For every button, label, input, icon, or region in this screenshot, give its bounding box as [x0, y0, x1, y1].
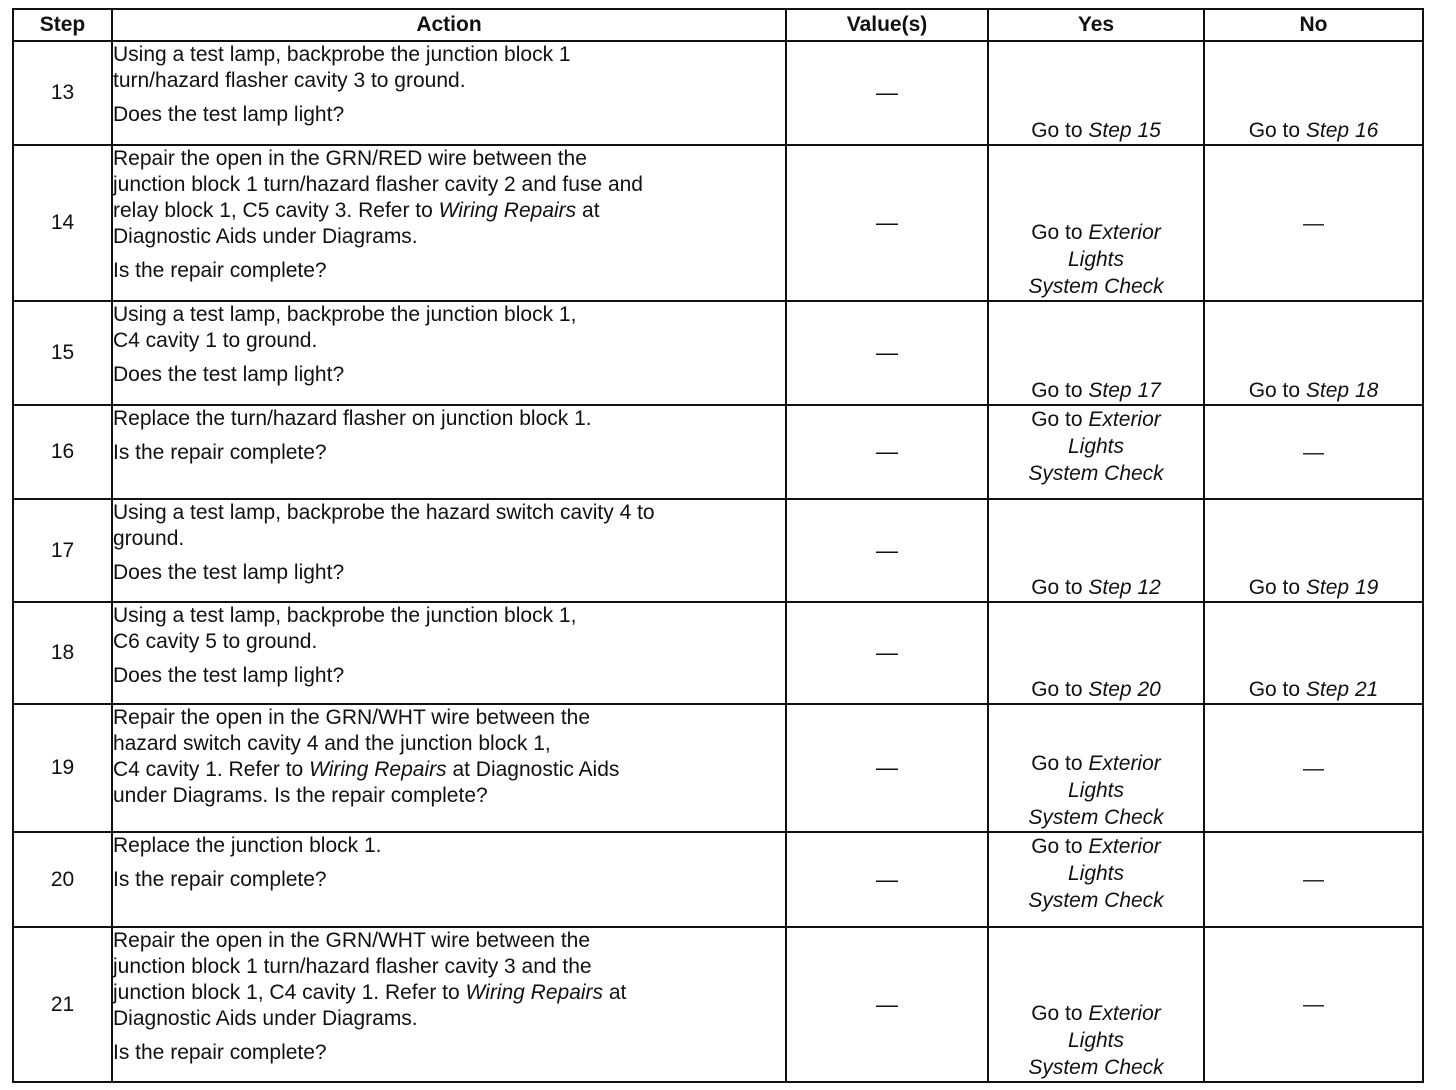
table-row	[13, 832, 1423, 927]
header-values: Value(s)	[786, 9, 988, 41]
action-text: hazard switch cavity 4 and the junction block 1,	[113, 732, 551, 755]
yes-cell	[988, 704, 1204, 832]
step-reference: Step 18	[1305, 379, 1379, 402]
action-text-part: junction block 1, C4 cavity 1. Refer to	[113, 981, 460, 1004]
value-cell: —	[786, 927, 988, 1082]
exterior-reference: Exterior	[1088, 752, 1161, 775]
step-number: 16	[13, 405, 112, 499]
action-text: Diagnostic Aids under Diagrams.	[113, 1007, 418, 1030]
step-reference: Step 21	[1305, 678, 1379, 701]
table-row	[13, 499, 1423, 602]
yes-cell	[988, 602, 1204, 704]
no-cell: —	[1204, 832, 1423, 927]
exterior-reference: Exterior	[1088, 408, 1161, 431]
go-to-label: Go to	[1031, 835, 1083, 858]
step-number: 20	[13, 832, 112, 927]
table-row	[13, 301, 1423, 405]
go-to-label: Go to	[1031, 576, 1083, 599]
table-row	[13, 41, 1423, 145]
exterior-reference: Exterior	[1088, 221, 1161, 244]
step-number: 19	[13, 704, 112, 832]
action-text: C4 cavity 1 to ground.	[113, 329, 318, 352]
action-text: junction block 1 turn/hazard flasher cavity 2 and fuse and	[113, 173, 643, 196]
action-cell	[112, 832, 786, 927]
system-check-reference: System Check	[1028, 889, 1164, 912]
yes-cell	[988, 301, 1204, 405]
action-text: ground.	[113, 527, 185, 550]
action-text	[113, 980, 785, 1006]
step-number: 18	[13, 602, 112, 704]
go-to-label: Go to	[1031, 379, 1083, 402]
action-cell	[112, 145, 786, 301]
action-text-part: relay block 1, C5 cavity 3. Refer to	[113, 199, 433, 222]
no-cell: —	[1204, 704, 1423, 832]
wiring-repairs-reference: Wiring Repairs	[309, 758, 447, 781]
table-row	[13, 927, 1423, 1082]
yes-cell	[988, 145, 1204, 301]
value-cell: —	[786, 704, 988, 832]
go-to-label: Go to	[1248, 379, 1301, 402]
go-to-label: Go to	[1248, 576, 1301, 599]
yes-cell	[988, 832, 1204, 927]
exterior-reference: Exterior	[1088, 1002, 1161, 1025]
lights-reference: Lights	[1067, 435, 1125, 458]
table-row	[13, 145, 1423, 301]
action-cell	[112, 41, 786, 145]
value-cell: —	[786, 499, 988, 602]
no-cell	[1204, 41, 1423, 145]
yes-cell	[988, 499, 1204, 602]
action-text: Using a test lamp, backprobe the junction block 1,	[113, 604, 577, 627]
action-text: Repair the open in the GRN/RED wire between the	[113, 147, 587, 170]
no-cell: —	[1204, 927, 1423, 1082]
exterior-reference: Exterior	[1088, 835, 1161, 858]
action-text: Using a test lamp, backprobe the junction block 1	[113, 43, 571, 66]
action-text	[113, 198, 785, 224]
step-number: 14	[13, 145, 112, 301]
step-reference: Step 17	[1088, 379, 1161, 402]
step-reference: Step 20	[1088, 678, 1161, 701]
lights-reference: Lights	[1067, 248, 1125, 271]
lights-reference: Lights	[1067, 779, 1125, 802]
table-header-row	[13, 9, 1423, 41]
wiring-repairs-reference: Wiring Repairs	[465, 981, 604, 1004]
no-cell: —	[1204, 145, 1423, 301]
action-cell	[112, 499, 786, 602]
action-text: Repair the open in the GRN/WHT wire between the	[113, 929, 591, 952]
action-text: Replace the junction block 1.	[113, 834, 382, 857]
action-question: Is the repair complete?	[113, 1041, 327, 1064]
action-text: Repair the open in the GRN/WHT wire between the	[113, 706, 591, 729]
action-cell	[112, 927, 786, 1082]
go-to-label: Go to	[1031, 221, 1083, 244]
header-action: Action	[112, 9, 786, 41]
action-text: under Diagrams. Is the repair complete?	[113, 784, 488, 807]
table-row	[13, 602, 1423, 704]
system-check-reference: System Check	[1028, 1056, 1164, 1079]
table-row	[13, 405, 1423, 499]
diagnostic-table	[12, 8, 1424, 1083]
value-cell: —	[786, 301, 988, 405]
step-reference: Step 19	[1305, 576, 1379, 599]
step-reference: Step 16	[1305, 119, 1379, 142]
value-cell: —	[786, 405, 988, 499]
step-number: 21	[13, 927, 112, 1082]
action-cell	[112, 602, 786, 704]
action-question: Is the repair complete?	[113, 259, 327, 282]
action-text	[113, 757, 785, 783]
action-cell	[112, 301, 786, 405]
header-yes: Yes	[988, 9, 1204, 41]
action-question: Does the test lamp light?	[113, 664, 345, 687]
system-check-reference: System Check	[1028, 275, 1164, 298]
action-text-part: C4 cavity 1. Refer to	[113, 758, 304, 781]
header-step: Step	[13, 9, 112, 41]
step-reference: Step 12	[1088, 576, 1161, 599]
go-to-label: Go to	[1248, 678, 1301, 701]
action-cell	[112, 405, 786, 499]
go-to-label: Go to	[1031, 752, 1083, 775]
action-text-part: at	[582, 199, 600, 222]
yes-cell	[988, 41, 1204, 145]
table-row	[13, 704, 1423, 832]
go-to-label: Go to	[1031, 1002, 1083, 1025]
action-question: Does the test lamp light?	[113, 103, 345, 126]
action-text-part: at Diagnostic Aids	[452, 758, 620, 781]
action-text: Replace the turn/hazard flasher on junction block 1.	[113, 407, 592, 430]
action-text-part: at	[608, 981, 627, 1004]
action-text: Using a test lamp, backprobe the junction block 1,	[113, 303, 577, 326]
action-text: C6 cavity 5 to ground.	[113, 630, 318, 653]
lights-reference: Lights	[1067, 862, 1125, 885]
step-number: 17	[13, 499, 112, 602]
go-to-label: Go to	[1031, 678, 1083, 701]
value-cell: —	[786, 41, 988, 145]
action-text: junction block 1 turn/hazard flasher cavity 3 and the	[113, 955, 592, 978]
header-no: No	[1204, 9, 1423, 41]
action-text: Diagnostic Aids under Diagrams.	[113, 225, 418, 248]
action-text: Using a test lamp, backprobe the hazard switch cavity 4 to	[113, 501, 655, 524]
wiring-repairs-reference: Wiring Repairs	[438, 199, 577, 222]
action-question: Does the test lamp light?	[113, 561, 345, 584]
action-question: Does the test lamp light?	[113, 363, 345, 386]
yes-cell	[988, 927, 1204, 1082]
action-question: Is the repair complete?	[113, 868, 327, 891]
action-cell	[112, 704, 786, 832]
no-cell: —	[1204, 405, 1423, 499]
action-text: turn/hazard flasher cavity 3 to ground.	[113, 69, 466, 92]
go-to-label: Go to	[1031, 408, 1083, 431]
system-check-reference: System Check	[1028, 462, 1164, 485]
value-cell: —	[786, 602, 988, 704]
step-reference: Step 15	[1088, 119, 1161, 142]
no-cell	[1204, 602, 1423, 704]
system-check-reference: System Check	[1028, 806, 1164, 829]
no-cell	[1204, 499, 1423, 602]
value-cell: —	[786, 145, 988, 301]
step-number: 15	[13, 301, 112, 405]
action-question: Is the repair complete?	[113, 441, 327, 464]
go-to-label: Go to	[1248, 119, 1301, 142]
step-number: 13	[13, 41, 112, 145]
value-cell: —	[786, 832, 988, 927]
lights-reference: Lights	[1067, 1029, 1125, 1052]
no-cell	[1204, 301, 1423, 405]
yes-cell	[988, 405, 1204, 499]
go-to-label: Go to	[1031, 119, 1083, 142]
